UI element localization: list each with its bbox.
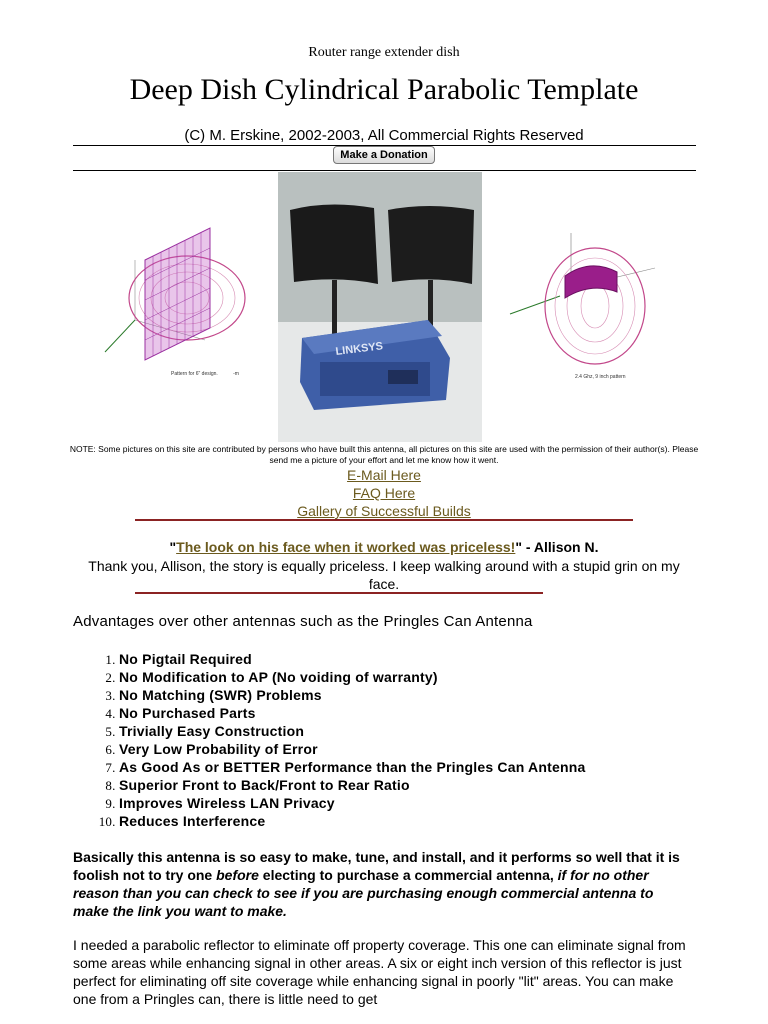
list-item: 7. As Good As or BETTER Performance than the Pringles Can Antenna: [119, 758, 759, 776]
left-pattern-caption: Pattern for 6" design. -m: [171, 371, 239, 377]
radiation-pattern-right: [505, 228, 665, 378]
antenna-photo-illustration: [278, 172, 482, 442]
testimonial-reply: Thank you, Allison, the story is equally priceless. I keep walking around with a stupid grin on my face.: [88, 558, 680, 592]
list-item: 5. Trivially Easy Construction: [119, 722, 759, 740]
page-title: Deep Dish Cylindrical Parabolic Template: [129, 73, 639, 106]
body-paragraph: I needed a parabolic reflector to eliminate off property coverage. This one can eliminate signal from some areas while enhancing signal in other areas. A six or eight inch version of this reflector is just perfect for eliminating off site coverage while enhancing signal in poorly "lit" areas. You can make one from a Pringles can, there is little need to get: [73, 937, 686, 1007]
copyright-line: (C) M. Erskine, 2002-2003, All Commercial Rights Reserved: [184, 127, 584, 144]
permission-note: NOTE: Some pictures on this site are contributed by persons who have built this antenna, all pictures on this site are used with the permission of their author(s). Please send me a picture of your effort and let me know how it went.: [69, 444, 699, 465]
list-item: 3. No Matching (SWR) Problems: [119, 686, 759, 704]
list-item: 10. Reduces Interference: [119, 812, 759, 830]
list-item: 1. No Pigtail Required: [119, 650, 759, 668]
email-link[interactable]: E-Mail Here: [347, 467, 421, 483]
list-item: 2. No Modification to AP (No voiding of warranty): [119, 668, 759, 686]
list-item: 8. Superior Front to Back/Front to Rear Ratio: [119, 776, 759, 794]
faq-link[interactable]: FAQ Here: [352, 485, 416, 501]
supertitle: Router range extender dish: [308, 45, 460, 60]
advantages-list: [73, 650, 759, 830]
radiation-pattern-left: [95, 220, 255, 385]
quote-divider: [135, 592, 543, 594]
header-rule-bottom: [73, 170, 696, 171]
list-item: 6. Very Low Probability of Error: [119, 740, 759, 758]
right-pattern-figure: [505, 228, 665, 388]
links-divider: [135, 519, 633, 521]
right-pattern-caption: 2.4 Ghz, 9 inch pattern: [575, 374, 626, 380]
link-list: [0, 466, 768, 520]
donate-button[interactable]: Make a Donation: [333, 146, 434, 164]
left-pattern-figure: [95, 220, 255, 385]
photo-brand-label: LINKSYS: [334, 340, 384, 358]
donate-wrapper: [0, 145, 768, 164]
list-item: 4. No Purchased Parts: [119, 704, 759, 722]
advantages-heading: Advantages over other antennas such as the Pringles Can Antenna: [73, 613, 533, 630]
testimonial-link[interactable]: The look on his face when it worked was priceless!: [176, 539, 516, 555]
list-item: 9. Improves Wireless LAN Privacy: [119, 794, 759, 812]
testimonial-quote: "The look on his face when it worked was priceless!" - Allison N.: [169, 539, 599, 555]
antenna-photo: [278, 172, 482, 442]
gallery-link[interactable]: Gallery of Successful Builds: [297, 503, 471, 519]
summary-paragraph: Basically this antenna is so easy to make, tune, and install, and it performs so well that it is foolish not to try one before electing to purchase a commercial antenna, if for no other reason than you can check to see if you are purchasing enough commercial antenna to make the link you want to make.: [73, 849, 680, 919]
